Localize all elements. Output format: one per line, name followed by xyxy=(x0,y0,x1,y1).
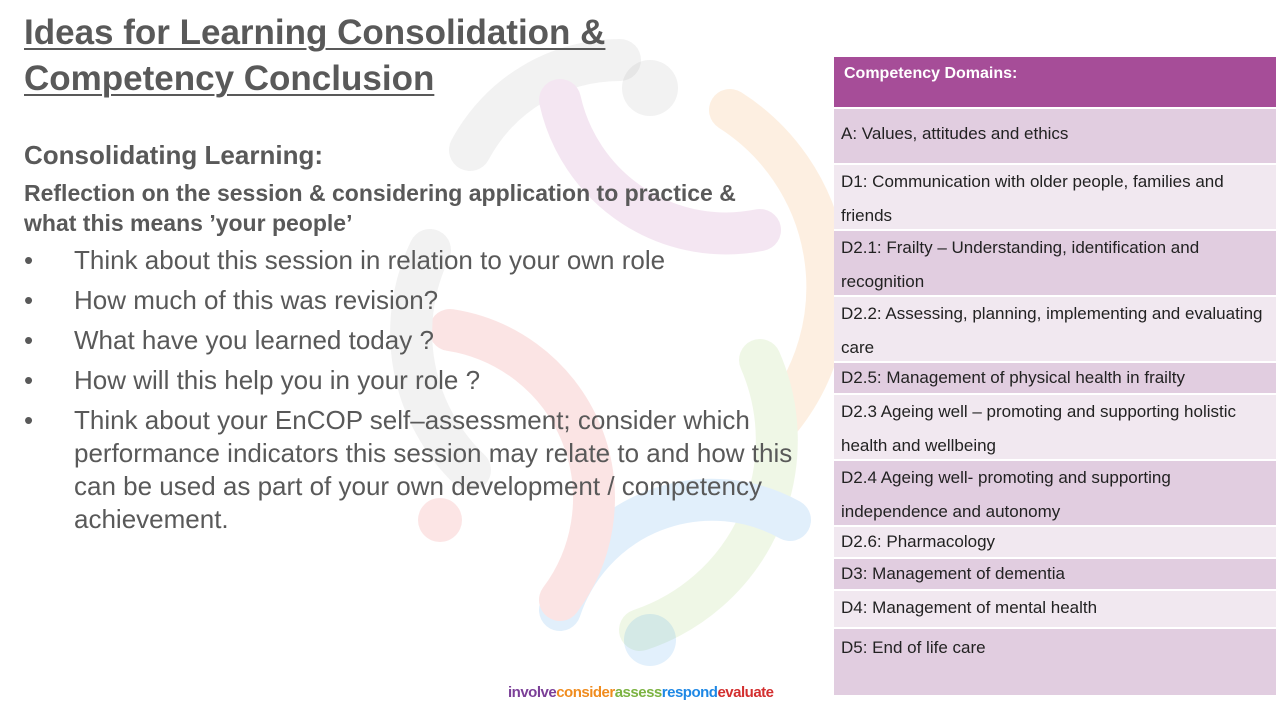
title-line-2: Competency Conclusion xyxy=(24,59,435,98)
title-line-1: Ideas for Learning Consolidation & xyxy=(24,13,606,52)
logo-word-involve: involve xyxy=(508,684,557,701)
bullet-dot-icon: • xyxy=(24,365,34,395)
bullet-dot-icon: • xyxy=(24,245,34,275)
bullet-dot-icon: • xyxy=(24,285,34,315)
bullet-item xyxy=(24,284,814,317)
section-subheading: Consolidating Learning: xyxy=(24,140,323,170)
logo-word-assess: assess xyxy=(614,684,662,701)
domain-row: D4: Management of mental health xyxy=(834,589,1276,627)
domain-row: D2.6: Pharmacology xyxy=(834,525,1276,557)
bullet-item xyxy=(24,324,814,357)
bullet-dot-icon: • xyxy=(24,325,34,355)
competency-domains-table xyxy=(834,57,1276,695)
logo-word-evaluate: evaluate xyxy=(717,684,774,701)
intro-line-2: what this means ’your people’ xyxy=(24,210,353,236)
watermark-dot-top xyxy=(622,60,678,116)
bullet-dot-icon: • xyxy=(24,405,34,435)
domain-row: D3: Management of dementia xyxy=(834,557,1276,589)
bullet-item xyxy=(24,364,814,397)
domain-row: D2.5: Management of physical health in frailty xyxy=(834,361,1276,393)
domain-row: D1: Communication with older people, families and friends xyxy=(834,163,1276,229)
bullet-item xyxy=(24,244,814,277)
intro-line-1: Reflection on the session & considering application to practice & xyxy=(24,180,736,206)
bullet-text: How will this help you in your role ? xyxy=(74,365,481,395)
watermark-dot-bottom xyxy=(624,614,676,666)
domain-row: D2.4 Ageing well- promoting and supporting independence and autonomy xyxy=(834,459,1276,525)
logo-word-consider: consider xyxy=(556,684,615,701)
domain-row: D5: End of life care xyxy=(834,627,1276,695)
logo-word-respond: respond xyxy=(661,684,718,701)
domain-row: D2.3 Ageing well – promoting and supporting holistic health and wellbeing xyxy=(834,393,1276,459)
bullet-text: What have you learned today ? xyxy=(74,325,434,355)
domain-row: A: Values, attitudes and ethics xyxy=(834,107,1276,163)
bullet-item xyxy=(24,404,814,536)
intro-text xyxy=(24,178,784,238)
bullet-text: How much of this was revision? xyxy=(74,285,439,315)
footer-logo xyxy=(508,684,774,701)
domains-header: Competency Domains: xyxy=(834,57,1276,107)
bullet-list xyxy=(24,244,814,543)
bullet-text: Think about this session in relation to your own role xyxy=(74,245,666,275)
domain-row: D2.2: Assessing, planning, implementing and evaluating care xyxy=(834,295,1276,361)
bullet-text: Think about your EnCOP self–assessment; consider which performance indicators this session may relate to and how this can be used as part of your own development / competency achievement. xyxy=(74,405,793,534)
slide-title xyxy=(24,10,605,102)
domain-row: D2.1: Frailty – Understanding, identification and recognition xyxy=(834,229,1276,295)
